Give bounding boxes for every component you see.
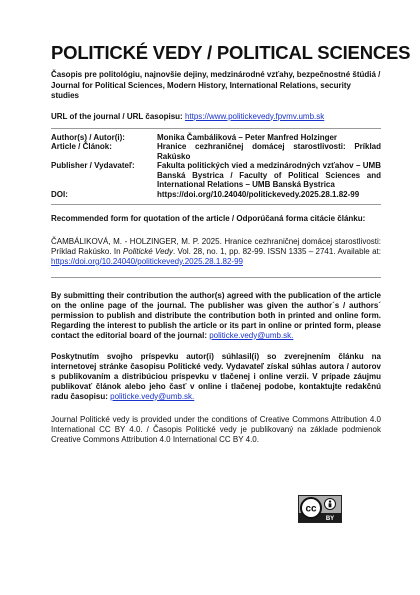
consent-english [51,291,381,341]
document-page [51,42,411,445]
doi-label: DOI: [51,190,68,200]
divider [51,277,381,278]
license-text: Journal Politické vedy is provided under the conditions of Creative Commons Attribution 4.0 International CC BY 4.0. / Časopis Politické vedy je publikovaný na základe podmienok Creative Commons Attribution 4.0 International CC BY 4.0. [51,414,381,444]
consent-slovak [51,352,381,402]
article-label: Article / Článok: [51,142,112,152]
journal-url-label: URL of the journal / URL časopisu: [51,111,183,121]
publisher-value: Fakulta politických vied a medzinárodných vzťahov – UMB Banská Bystrica / Faculty of Political Sciences and International Relations – UMB Banská Bystrica [157,161,381,190]
doi-value: https://doi.org/10.24040/politickevedy.2025.28.1.82-99 [157,190,360,200]
citation-authors: ČAMBÁLIKOVÁ, M. - HOLZINGER, M. P. 2025. Hranice cezhraničnej domácej starostlivosti: Príklad Rakúsko. In [51,236,381,256]
meta-row-author [51,133,381,143]
citation-doi-link[interactable]: https://doi.org/10.24040/politickevedy.2025.28.1.82-99 [51,256,243,266]
journal-title: POLITICKÉ VEDY / POLITICAL SCIENCES [51,42,411,63]
journal-subtitle: Časopis pre politológiu, najnovšie dejiny, medzinárodné vzťahy, bezpečnostné štúdiá / Journal for Political Sciences, Modern History, International Relations, security studies [51,70,381,100]
journal-url-link[interactable]: https://www.politickevedy.fpvmv.umb.sk [184,111,325,121]
editorial-email-link[interactable]: politicke.vedy@umb.sk. [209,330,294,340]
citation-journal: Politické Vedy [122,246,173,256]
meta-row-article [51,142,381,161]
citation-details: . Vol. 28, no. 1, pp. 82-99. ISSN 1335 – 2741. Available at: [172,246,381,256]
article-metadata [51,133,381,200]
journal-url-line [51,112,381,122]
meta-row-publisher [51,161,381,190]
meta-row-doi [51,190,381,200]
consent-english-text: By submitting their contribution the author(s) agreed with the publication of the article on the online page of the journal. The publisher was given the author´s / authors´ permission to publish and distribute the contribution both in printed and online form. Regarding the interest to publish the article or its part in online or printed form, please contact the editorial board of the journal: [51,290,381,340]
cc-by-license-badge[interactable] [298,495,342,523]
consent-slovak-text: Poskytnutím svojho príspevku autor(i) súhlasil(i) so zverejnením článku na internetovej stránke časopisu Politické vedy. Vydavateľ získal súhlas autora / autorov s publikovaním a distribúciou príspevku v tlačenej i online verzii. V prípade záujmu publikovať článok alebo jeho časť v online i tlačenej podobe, kontaktujte redakčnú radu časopisu: [51,351,381,401]
publisher-label: Publisher / Vydavateľ: [51,161,135,171]
divider [51,204,381,205]
recommended-citation-heading: Recommended form for quotation of the article / Odporúčaná forma citácie článku: [51,213,366,223]
citation-text [51,237,381,267]
article-value: Hranice cezhraničnej domácej starostlivosti: Príklad Rakúsko [157,142,381,161]
author-value: Monika Čambáliková – Peter Manfred Holzinger [157,132,338,142]
author-label: Author(s) / Autor(i): [51,132,125,142]
by-badge-text: BY [325,516,335,522]
divider [51,128,381,129]
editorial-email-link-sk[interactable]: politicke.vedy@umb.sk. [110,391,195,401]
cc-by-icon [299,496,341,522]
cc-badge-text: cc [305,503,317,515]
